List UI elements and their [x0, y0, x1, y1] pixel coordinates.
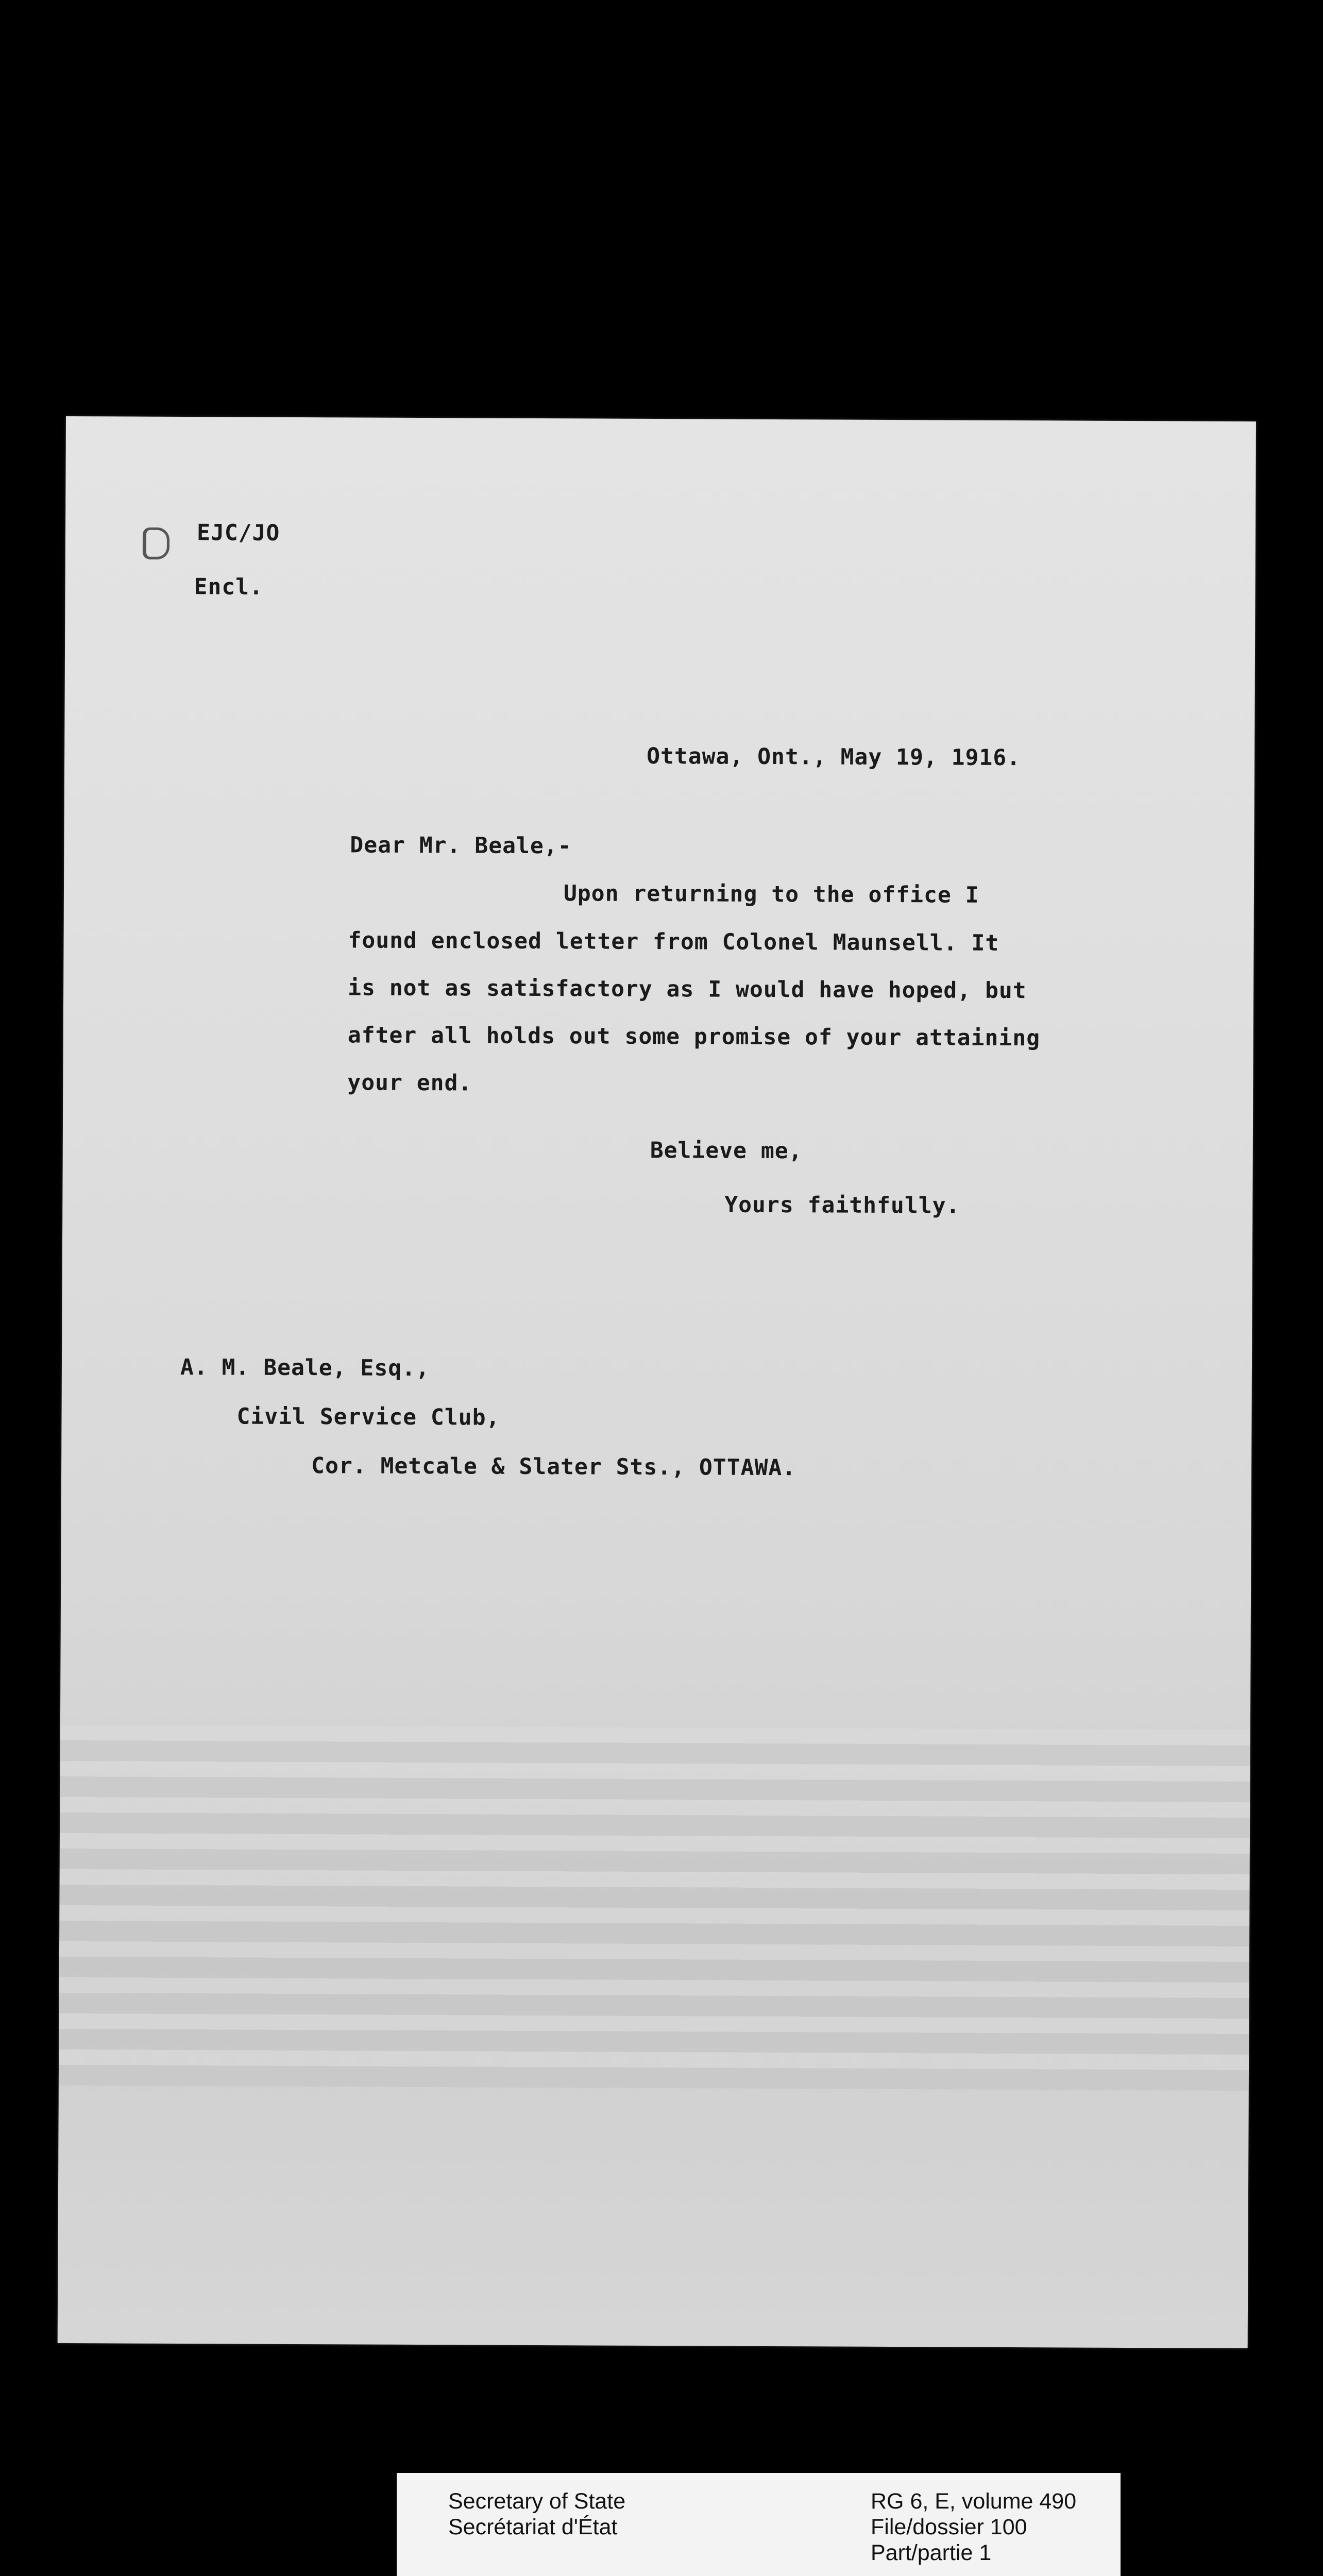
- enclosure-note: Encl.: [194, 574, 264, 600]
- valediction: Yours faithfully.: [724, 1192, 960, 1219]
- addressee-line: Civil Service Club,: [236, 1403, 500, 1431]
- volume-reference: RG 6, E, volume 490: [871, 2489, 1077, 2514]
- salutation: Dear Mr. Beale,-: [350, 832, 572, 859]
- body-line: found enclosed letter from Colonel Maunsell. It: [348, 927, 999, 956]
- body-line: your end.: [347, 1070, 472, 1096]
- part-reference: Part/partie 1: [871, 2540, 992, 2565]
- archive-reference-label: [397, 2473, 1121, 2576]
- body-line: is not as satisfactory as I would have hoped, but: [348, 975, 1027, 1004]
- addressee-line: Cor. Metcale & Slater Sts., OTTAWA.: [311, 1453, 796, 1481]
- file-reference: File/dossier 100: [871, 2515, 1027, 2539]
- reference-initials: EJC/JO: [196, 520, 280, 546]
- department-french: Secrétariat d'État: [448, 2515, 618, 2539]
- body-line: after all holds out some promise of your attaining: [347, 1022, 1041, 1052]
- handwritten-mark-icon: [143, 528, 169, 560]
- department-english: Secretary of State: [448, 2489, 626, 2514]
- dateline: Ottawa, Ont., May 19, 1916.: [647, 743, 1021, 771]
- addressee-name: A. M. Beale, Esq.,: [180, 1354, 430, 1382]
- letter-page: [58, 416, 1256, 2348]
- body-line: Upon returning to the office I: [563, 880, 979, 908]
- closing: Believe me,: [650, 1137, 803, 1164]
